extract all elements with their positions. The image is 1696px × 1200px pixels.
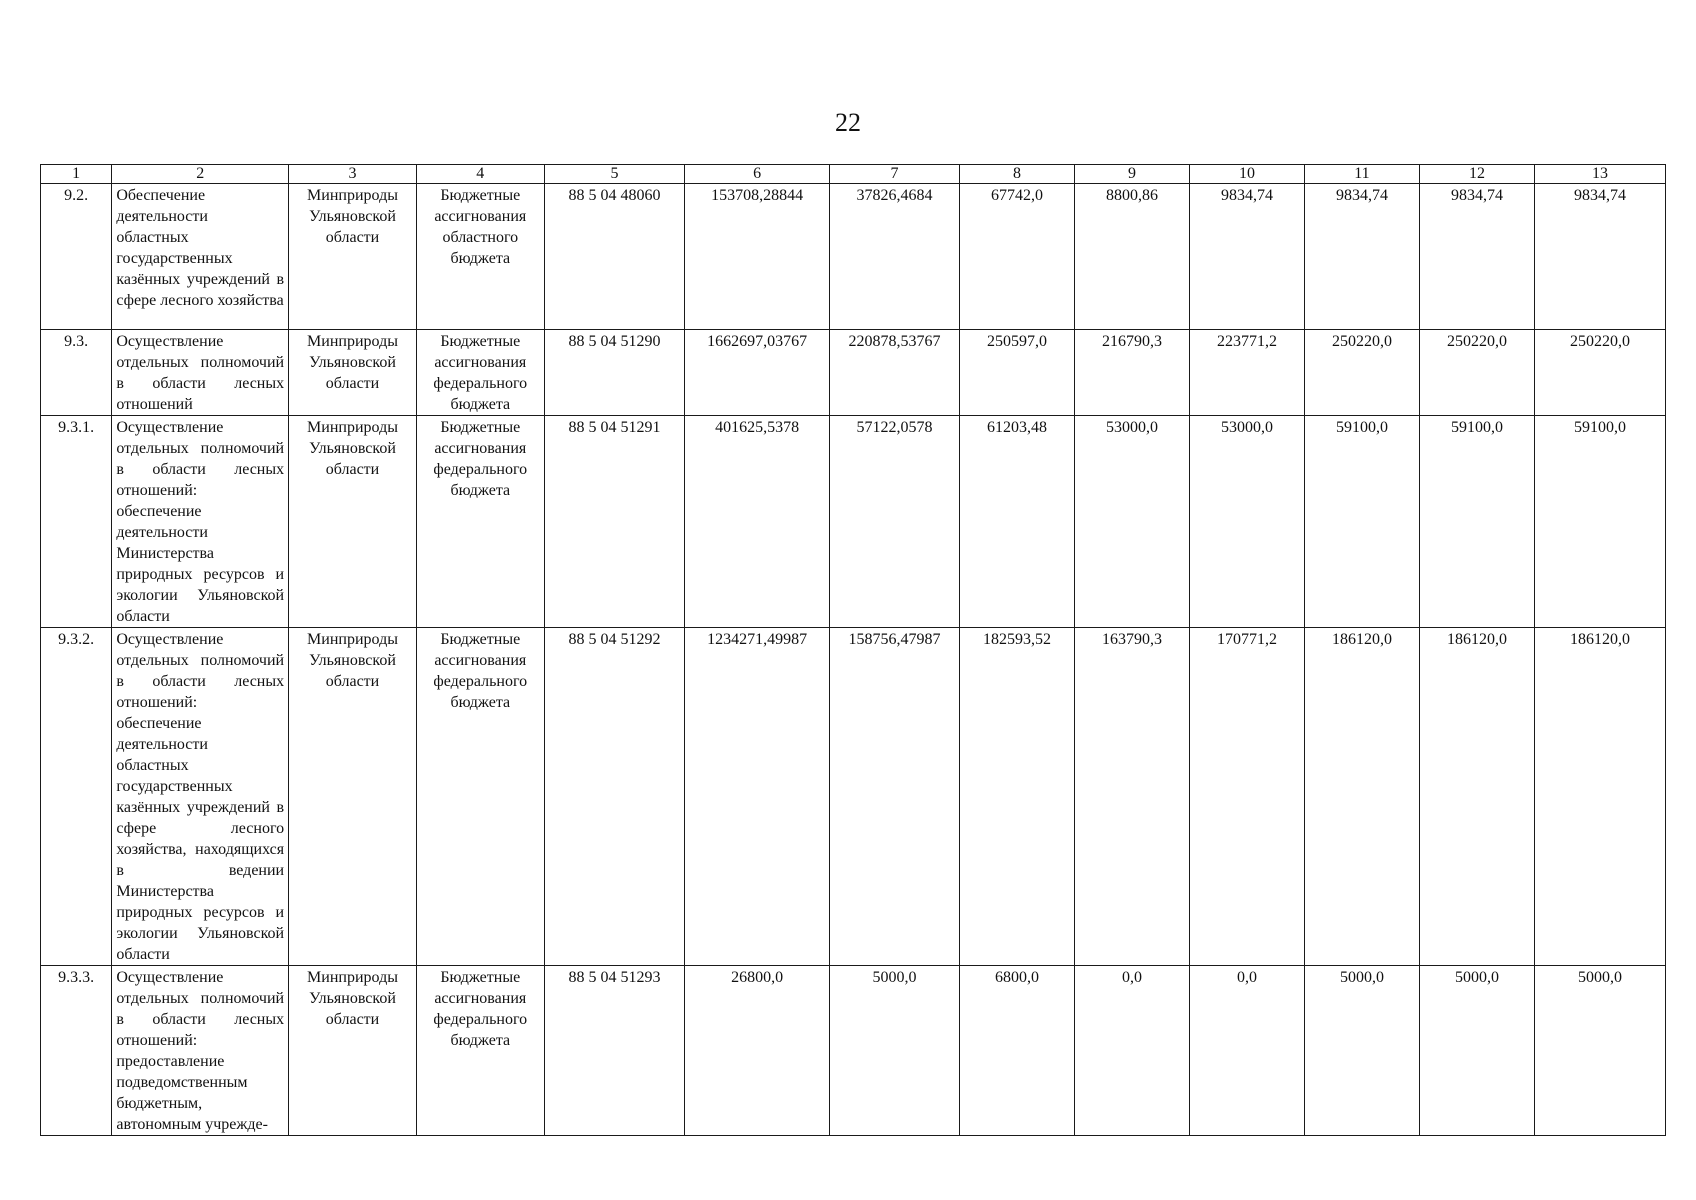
amount-value: 37826,4684 bbox=[830, 184, 960, 330]
amount-total: 26800,0 bbox=[685, 966, 830, 1136]
column-header: 4 bbox=[416, 165, 544, 184]
executor: Минприроды Ульяновской области bbox=[289, 416, 417, 628]
amount-total: 1234271,49987 bbox=[685, 628, 830, 966]
table-row bbox=[41, 416, 1666, 628]
amount-value: 216790,3 bbox=[1074, 330, 1189, 416]
amount-value: 8800,86 bbox=[1074, 184, 1189, 330]
amount-total: 153708,28844 bbox=[685, 184, 830, 330]
header-row bbox=[41, 165, 1666, 184]
amount-value: 5000,0 bbox=[1419, 966, 1534, 1136]
budget-table bbox=[40, 164, 1666, 1136]
amount-value: 220878,53767 bbox=[830, 330, 960, 416]
measure-name: Осуществление отдельных полномочий в области лесных отношений: предоставление подведомственным бюджетным, автономным учрежде- bbox=[112, 966, 289, 1136]
funding-source: Бюджетные ассигнования областного бюджета bbox=[416, 184, 544, 330]
amount-value: 158756,47987 bbox=[830, 628, 960, 966]
column-header: 6 bbox=[685, 165, 830, 184]
column-header: 13 bbox=[1534, 165, 1665, 184]
amount-value: 170771,2 bbox=[1189, 628, 1304, 966]
amount-value: 9834,74 bbox=[1189, 184, 1304, 330]
amount-value: 250220,0 bbox=[1304, 330, 1419, 416]
measure-name: Осуществление отдельных полномочий в области лесных отношений: обеспечение деятельности Министерства природных ресурсов и экологии Ульяновской области bbox=[112, 416, 289, 628]
amount-value: 0,0 bbox=[1189, 966, 1304, 1136]
column-header: 9 bbox=[1074, 165, 1189, 184]
column-header: 3 bbox=[289, 165, 417, 184]
measure-name: Обеспечение деятельности областных государственных казённых учреждений в сфере лесного хозяйства bbox=[112, 184, 289, 330]
amount-value: 9834,74 bbox=[1419, 184, 1534, 330]
executor: Минприроды Ульяновской области bbox=[289, 628, 417, 966]
amount-value: 53000,0 bbox=[1074, 416, 1189, 628]
amount-value: 0,0 bbox=[1074, 966, 1189, 1136]
column-header: 7 bbox=[830, 165, 960, 184]
amount-value: 250220,0 bbox=[1419, 330, 1534, 416]
amount-value: 5000,0 bbox=[830, 966, 960, 1136]
funding-source: Бюджетные ассигнования федерального бюджета bbox=[416, 966, 544, 1136]
table-row bbox=[41, 966, 1666, 1136]
amount-value: 186120,0 bbox=[1534, 628, 1665, 966]
funding-source: Бюджетные ассигнования федерального бюджета bbox=[416, 416, 544, 628]
amount-value: 59100,0 bbox=[1419, 416, 1534, 628]
amount-value: 61203,48 bbox=[959, 416, 1074, 628]
amount-value: 250220,0 bbox=[1534, 330, 1665, 416]
funding-source: Бюджетные ассигнования федерального бюджета bbox=[416, 330, 544, 416]
budget-code: 88 5 04 51293 bbox=[544, 966, 685, 1136]
measure-name: Осуществление отдельных полномочий в области лесных отношений: обеспечение деятельности областных государственных казённых учреждений в сфере лесного хозяйства, находящихся в ведении Министерства природных ресурсов и экологии Ульяновской области bbox=[112, 628, 289, 966]
amount-value: 250597,0 bbox=[959, 330, 1074, 416]
row-number: 9.2. bbox=[41, 184, 112, 330]
page-number: 22 bbox=[835, 108, 861, 137]
amount-value: 59100,0 bbox=[1304, 416, 1419, 628]
row-number: 9.3.3. bbox=[41, 966, 112, 1136]
amount-value: 67742,0 bbox=[959, 184, 1074, 330]
amount-value: 186120,0 bbox=[1419, 628, 1534, 966]
measure-name: Осуществление отдельных полномочий в области лесных отношений bbox=[112, 330, 289, 416]
executor: Минприроды Ульяновской области bbox=[289, 966, 417, 1136]
amount-total: 1662697,03767 bbox=[685, 330, 830, 416]
amount-total: 401625,5378 bbox=[685, 416, 830, 628]
column-header: 12 bbox=[1419, 165, 1534, 184]
row-number: 9.3.2. bbox=[41, 628, 112, 966]
table-row bbox=[41, 184, 1666, 330]
column-header: 1 bbox=[41, 165, 112, 184]
column-header: 2 bbox=[112, 165, 289, 184]
budget-code: 88 5 04 51290 bbox=[544, 330, 685, 416]
amount-value: 163790,3 bbox=[1074, 628, 1189, 966]
amount-value: 57122,0578 bbox=[830, 416, 960, 628]
executor: Минприроды Ульяновской области bbox=[289, 330, 417, 416]
budget-code: 88 5 04 51292 bbox=[544, 628, 685, 966]
table-row bbox=[41, 628, 1666, 966]
amount-value: 9834,74 bbox=[1534, 184, 1665, 330]
budget-code: 88 5 04 48060 bbox=[544, 184, 685, 330]
column-header: 11 bbox=[1304, 165, 1419, 184]
funding-source: Бюджетные ассигнования федерального бюджета bbox=[416, 628, 544, 966]
amount-value: 6800,0 bbox=[959, 966, 1074, 1136]
amount-value: 5000,0 bbox=[1304, 966, 1419, 1136]
amount-value: 59100,0 bbox=[1534, 416, 1665, 628]
amount-value: 9834,74 bbox=[1304, 184, 1419, 330]
amount-value: 5000,0 bbox=[1534, 966, 1665, 1136]
executor: Минприроды Ульяновской области bbox=[289, 184, 417, 330]
amount-value: 53000,0 bbox=[1189, 416, 1304, 628]
row-number: 9.3. bbox=[41, 330, 112, 416]
column-header: 8 bbox=[959, 165, 1074, 184]
amount-value: 182593,52 bbox=[959, 628, 1074, 966]
column-header: 10 bbox=[1189, 165, 1304, 184]
budget-code: 88 5 04 51291 bbox=[544, 416, 685, 628]
amount-value: 223771,2 bbox=[1189, 330, 1304, 416]
table-row bbox=[41, 330, 1666, 416]
amount-value: 186120,0 bbox=[1304, 628, 1419, 966]
column-header: 5 bbox=[544, 165, 685, 184]
row-number: 9.3.1. bbox=[41, 416, 112, 628]
